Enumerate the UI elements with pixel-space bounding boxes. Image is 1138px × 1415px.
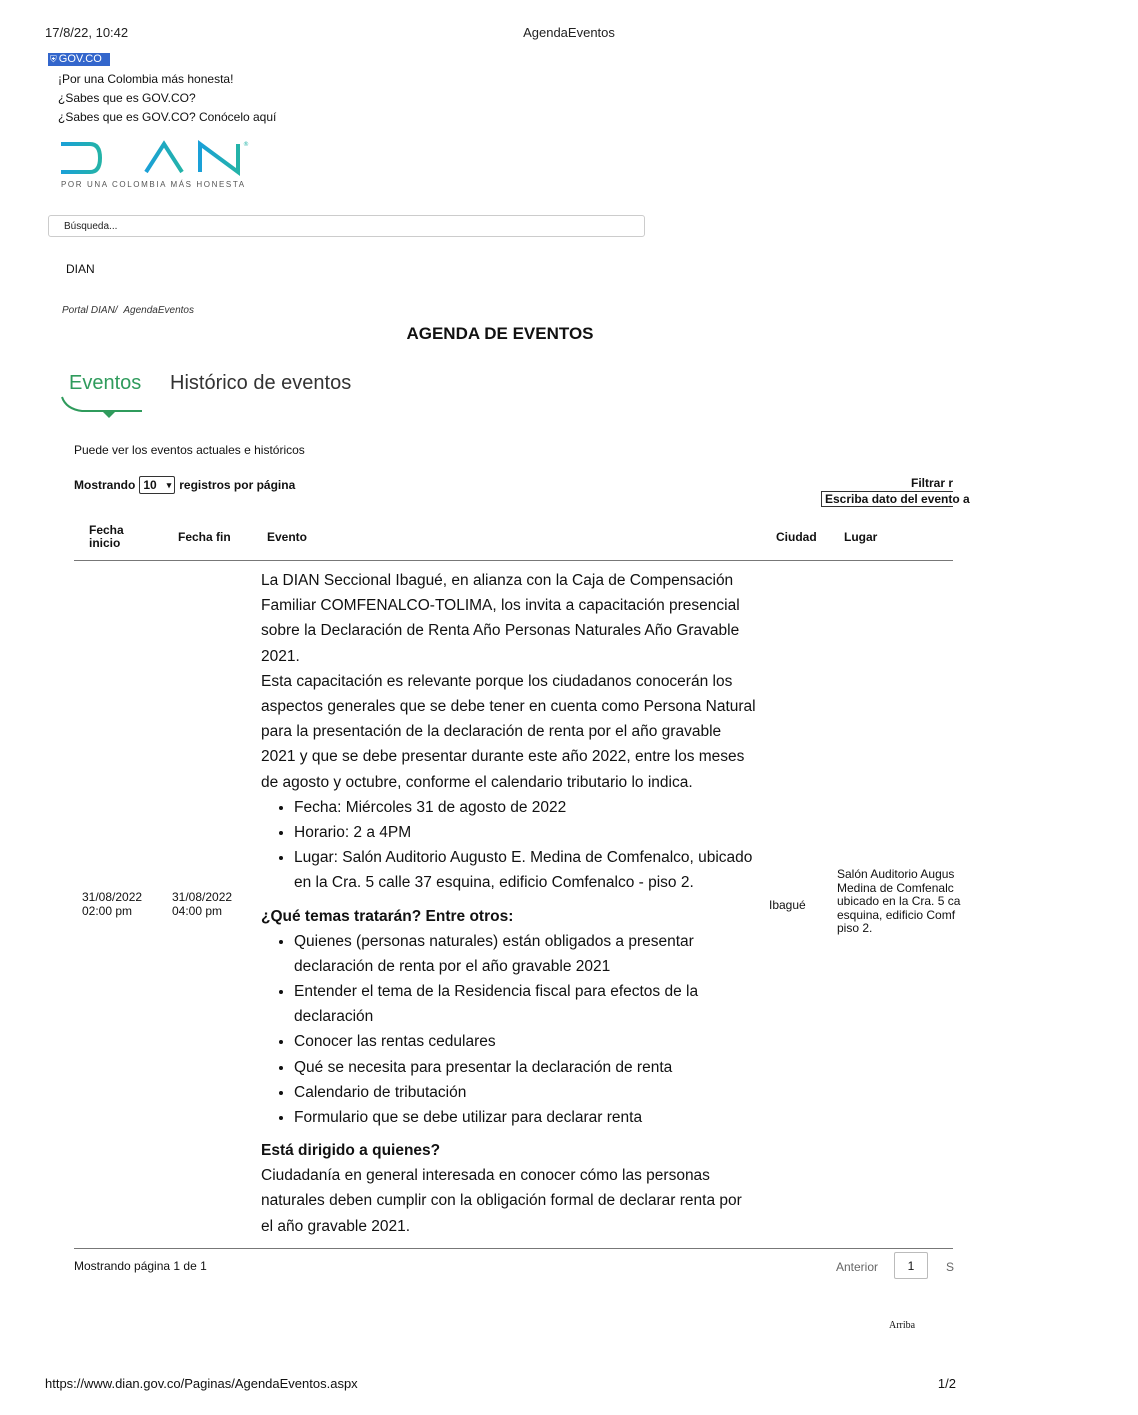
page-size-prefix: Mostrando <box>74 478 136 492</box>
page-size-suffix: registros por página <box>179 478 296 492</box>
search-input[interactable]: Búsqueda... <box>48 215 645 237</box>
page-size-select[interactable] <box>139 476 175 494</box>
filter-label: Filtrar r <box>910 476 953 490</box>
tab-eventos[interactable]: Eventos <box>69 372 142 394</box>
chevron-down-icon: ▾ <box>166 480 172 490</box>
event-intro: La DIAN Seccional Ibagué, en alianza con la Caja de Compensación Familiar COMFENALCO-TOLIMA, los invita a capacitación presencial sobre la Declaración de Renta Año Personas Naturales Año Gravable 2021. <box>261 572 740 665</box>
place-line: ubicado en la Cra. 5 ca <box>837 894 961 908</box>
govco-question: ¿Sabes que es GOV.CO? <box>58 91 196 105</box>
audience-title: Está dirigido a quienes? <box>261 1142 441 1160</box>
cell-start <box>82 890 142 918</box>
topic-item: • Entender el tema de la Residencia fiscal para efectos de la declaración <box>294 979 756 1029</box>
tab-historico[interactable]: Histórico de eventos <box>170 372 352 394</box>
detail-time: • Horario: 2 a 4PM <box>294 820 756 845</box>
shield-icon: ⛨ <box>50 54 57 64</box>
cell-city: Ibagué <box>769 898 806 912</box>
back-to-top-link[interactable]: Arriba <box>889 1320 916 1331</box>
dian-logo-mark <box>58 138 250 178</box>
nav-dian[interactable]: DIAN <box>66 262 95 276</box>
govco-slogan: ¡Por una Colombia más honesta! <box>58 72 234 86</box>
topic-item: • Conocer las rentas cedulares <box>294 1029 756 1054</box>
breadcrumb-home[interactable]: Portal DIAN/ <box>62 305 118 316</box>
breadcrumb-current: AgendaEventos <box>123 305 194 316</box>
event-details <box>261 795 756 896</box>
header-fecha-inicio-line2: inicio <box>89 536 121 550</box>
cell-place <box>837 867 961 936</box>
print-url: https://www.dian.gov.co/Paginas/AgendaEventos.aspx <box>45 1376 358 1391</box>
table-bottom-divider <box>74 1248 953 1249</box>
place-line: esquina, edificio Comf <box>837 907 956 922</box>
prev-page-button[interactable]: Anterior <box>836 1260 879 1274</box>
filter-input[interactable]: Escriba dato del evento a <box>821 491 953 507</box>
topic-item: • Formulario que se debe utilizar para declarar renta <box>294 1105 756 1130</box>
govco-text <box>58 70 276 127</box>
header-evento[interactable]: Evento <box>267 530 308 544</box>
header-divider <box>74 560 953 561</box>
topic-item: • Calendario de tributación <box>294 1080 756 1105</box>
header-fecha-fin[interactable]: Fecha fin <box>178 530 231 544</box>
end-date: 31/08/2022 <box>172 890 233 904</box>
audience-text: Ciudadanía en general interesada en conocer cómo las personas naturales deben cumplir con la obligación formal de declarar renta por el año gravable 2021. <box>261 1167 742 1235</box>
detail-date: • Fecha: Miércoles 31 de agosto de 2022 <box>294 795 756 820</box>
govco-learn-more-link[interactable]: ¿Sabes que es GOV.CO? Conócelo aquí <box>58 110 277 124</box>
place-line: piso 2. <box>837 921 873 935</box>
topics-list <box>261 929 756 1131</box>
detail-place: • Lugar: Salón Auditorio Augusto E. Medina de Comfenalco, ubicado en la Cra. 5 calle 37 esquina, edificio Comfenalco - piso 2. <box>294 845 756 895</box>
dian-logo[interactable] <box>58 138 250 183</box>
page-size-value: 10 <box>143 478 157 492</box>
topic-item: • Qué se necesita para presentar la declaración de renta <box>294 1055 756 1080</box>
govco-label: GOV.CO <box>58 53 102 65</box>
breadcrumb <box>62 305 194 316</box>
header-lugar[interactable]: Lugar <box>844 530 878 544</box>
header-fecha-inicio-line1: Fecha <box>89 523 124 537</box>
start-time: 02:00 pm <box>82 904 133 918</box>
cell-end <box>172 890 232 918</box>
svg-text:®: ® <box>243 141 249 148</box>
page-1-button[interactable]: 1 <box>894 1252 928 1279</box>
pager-summary: Mostrando página 1 de 1 <box>74 1259 207 1273</box>
next-page-button[interactable]: S <box>946 1260 955 1274</box>
event-relevance: Esta capacitación es relevante porque los ciudadanos conocerán los aspectos generales que se debe tener en cuenta como Persona Natural para la presentación de la declaración de renta por el año gravable 2021 y que se debe presentar durante este año 2022, entre los meses de agosto y octubre, conforme el calendario tributario lo indica. <box>261 672 756 791</box>
tab-active-indicator <box>60 395 146 419</box>
end-time: 04:00 pm <box>172 904 223 918</box>
place-line: Medina de Comfenalc <box>837 880 954 895</box>
print-title: AgendaEventos <box>523 25 615 40</box>
topic-item: • Quienes (personas naturales) están obligados a presentar declaración de renta por el año gravable 2021 <box>294 929 756 979</box>
start-date: 31/08/2022 <box>82 890 143 904</box>
header-ciudad[interactable]: Ciudad <box>776 530 817 544</box>
print-page-number: 1/2 <box>937 1376 956 1391</box>
intro-text: Puede ver los eventos actuales e históricos <box>74 443 305 457</box>
place-line: Salón Auditorio Augus <box>837 867 955 881</box>
header-fecha-inicio[interactable] <box>89 524 124 550</box>
print-datetime: 17/8/22, 10:42 <box>45 25 129 40</box>
topics-title: ¿Qué temas tratarán? Entre otros: <box>261 907 514 925</box>
logo-tagline: POR UNA COLOMBIA MÁS HONESTA <box>61 180 246 189</box>
govco-link[interactable] <box>48 53 110 66</box>
event-description <box>261 568 756 1239</box>
page-title: AGENDA DE EVENTOS <box>406 324 594 343</box>
page-size-control <box>74 476 295 494</box>
